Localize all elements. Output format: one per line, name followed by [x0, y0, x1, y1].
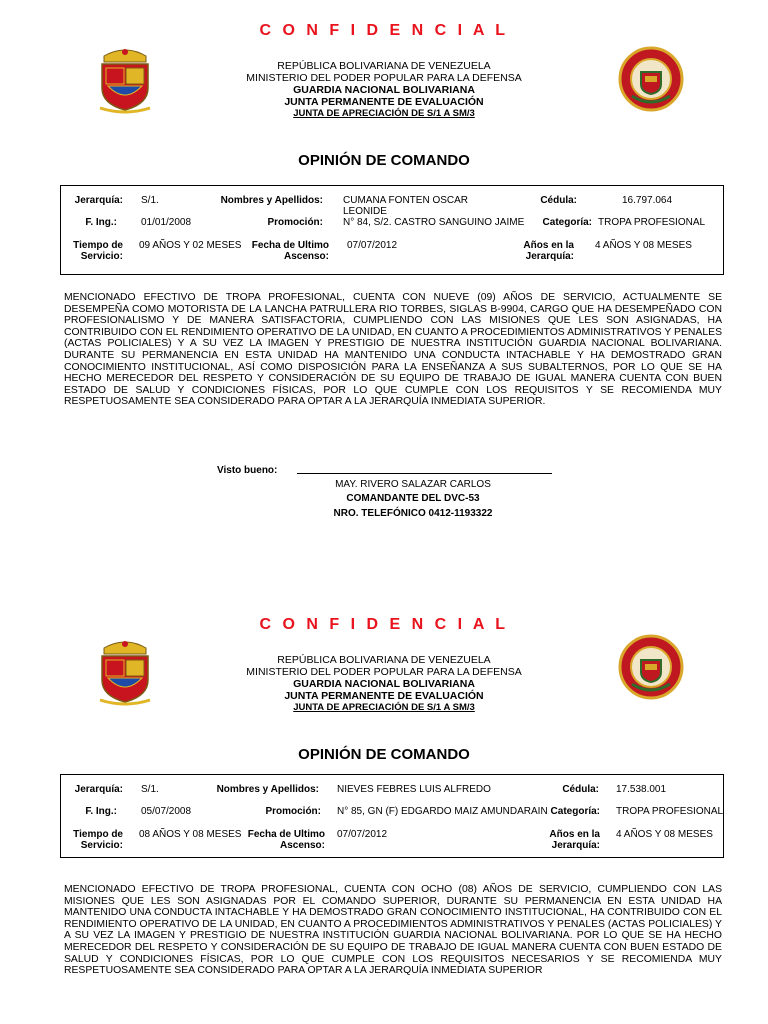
header-line-junta: JUNTA PERMANENTE DE EVALUACIÓN [284, 96, 484, 108]
header-line-apreciacion: JUNTA DE APRECIACIÓN DE S/1 A SM/3 [293, 108, 475, 119]
nombres-value: NIEVES FEBRES LUIS ALFREDO [337, 784, 491, 795]
f-ing-label: F. Ing.: [85, 806, 117, 817]
header-line-republic: REPÚBLICA BOLIVARIANA DE VENEZUELA [277, 60, 491, 72]
categoria-value: TROPA PROFESIONAL [598, 217, 706, 228]
opinion-paragraph: MENCIONADO EFECTIVO DE TROPA PROFESIONAL, CUENTA CON NUEVE (09) AÑOS DE SERVICIO, ACTUALMENTE SE DESEMPEÑA COMO MOTORISTA DE LA LANCHA PATRULLERA RIO TORBES, SIGLAS B-9904, CARGO QUE HA DESEMPEÑADO CON PROFESIONALISMO Y DE MANERA SATISFACTORIA, CUMPLIENDO CON LAS MISIONES QUE LES SON ASIGNADAS, HA CONTRIBUIDO CON EL RENDIMIENTO OPERATIVO DE LA UNIDAD, EN CUANTO A PROCEDIMIENTOS ADMINISTRATIVOS Y PENALES (ACTAS POLICIALES) Y A SU VEZ LA IMAGEN Y PRESTIGIO DE NUESTRA INSTITUCIÓN GUARDIA NACIONAL BOLIVARIANA. DURANTE SU PERMANENCIA EN ESTA UNIDAD HA MANTENIDO UNA CONDUCTA INTACHABLE Y HA DEMOSTRADO GRAN CONOCIMIENTO INSTITUCIONAL, ASÍ COMO DISPOSICIÓN PARA LA ENSEÑANZA A SUS SUBALTERNOS, POR LO QUE SE HA HECHO MERECEDOR DEL RESPETO Y CONSIDERACIÓN DE SU EQUIPO DE TRABAJO DE IGUAL MANERA CUENTA CON BUEN ESTADO DE SALUD Y CONDICIONES FÍSICAS, POR LO QUE CUMPLE CON LOS REQUISITOS Y SE RECOMIENDA MUY RESPETUOSAMENTE SEA CONSIDERADO PARA OPTAR A LA JERARQUÍA INMEDIATA SUPERIOR. [64, 292, 722, 408]
f-ing-value: 05/07/2008 [141, 806, 192, 817]
fecha-ascenso-value: 07/07/2012 [347, 240, 398, 251]
promocion-value: N° 84, S/2. CASTRO SANGUINO JAIME [343, 217, 525, 228]
header-line-apreciacion: JUNTA DE APRECIACIÓN DE S/1 A SM/3 [293, 702, 475, 713]
jerarquia-value: S/1. [141, 784, 159, 795]
promocion-value: N° 85, GN (F) EDGARDO MAIZ AMUNDARAIN [337, 806, 548, 817]
tiempo-label [61, 240, 123, 262]
anos-jerarquia-label [517, 240, 574, 262]
categoria-label: Categoría: [550, 806, 600, 817]
fecha-label-line2: Ascenso: [283, 251, 329, 262]
anos-label-line2: Jerarquía: [551, 840, 600, 851]
tiempo-label-line1: Tiempo de [73, 240, 123, 251]
tiempo-label-line1: Tiempo de [73, 829, 123, 840]
anos-label-line2: Jerarquía: [525, 251, 574, 262]
tiempo-value: 09 AÑOS Y 02 MESES [139, 240, 242, 251]
tiempo-value: 08 AÑOS Y 08 MESES [139, 829, 242, 840]
header-line-ministry: MINISTERIO DEL PODER POPULAR PARA LA DEFENSA [246, 72, 522, 84]
fecha-ascenso-label [237, 240, 329, 262]
document-title: OPINIÓN DE COMANDO [298, 746, 470, 763]
document-title: OPINIÓN DE COMANDO [298, 152, 470, 169]
header-line-guardia: GUARDIA NACIONAL BOLIVARIANA [293, 84, 475, 96]
tiempo-label [61, 829, 123, 851]
cedula-value: 17.538.001 [616, 784, 667, 795]
cedula-label: Cédula: [540, 195, 577, 206]
promocion-label: Promoción: [265, 806, 321, 817]
tiempo-label-line2: Servicio: [80, 251, 123, 262]
header-line-guardia: GUARDIA NACIONAL BOLIVARIANA [293, 678, 475, 690]
jerarquia-label: Jerarquía: [74, 195, 123, 206]
anos-jerarquia-label [539, 829, 600, 851]
tiempo-label-line2: Servicio: [80, 840, 123, 851]
fecha-label-line1: Fecha de Ultimo [247, 829, 325, 840]
header-line-junta: JUNTA PERMANENTE DE EVALUACIÓN [284, 690, 484, 702]
f-ing-value: 01/01/2008 [141, 217, 192, 228]
anos-jerarquia-value: 4 AÑOS Y 08 MESES [595, 240, 692, 251]
promocion-label: Promoción: [267, 217, 323, 228]
signature-line [297, 473, 552, 474]
visto-bueno-label: Visto bueno: [217, 465, 278, 476]
confidential-heading: C O N F I D E N C I A L [259, 22, 509, 39]
nombres-label: Nombres y Apellidos: [216, 784, 319, 795]
jerarquia-value: S/1. [141, 195, 159, 206]
cedula-value: 16.797.064 [622, 195, 673, 206]
header-line-ministry: MINISTERIO DEL PODER POPULAR PARA LA DEFENSA [246, 666, 522, 678]
institution-header [0, 60, 768, 120]
anos-label-line1: Años en la [549, 829, 600, 840]
personnel-info-box [60, 185, 724, 275]
signer-name: MAY. RIVERO SALAZAR CARLOS [335, 479, 491, 490]
cedula-label: Cédula: [562, 784, 599, 795]
header-line-republic: REPÚBLICA BOLIVARIANA DE VENEZUELA [277, 654, 491, 666]
signer-phone: NRO. TELEFÓNICO 0412-1193322 [333, 508, 493, 519]
opinion-paragraph: MENCIONADO EFECTIVO DE TROPA PROFESIONAL, CUENTA CON OCHO (08) AÑOS DE SERVICIO, CUMPLIENDO CON LAS MISIONES QUE LES SON ASIGNADAS POR EL COMANDO SUPERIOR, DURANTE SU PERMANENCIA EN ESTA UNIDAD HA MANTENIDO UNA CONDUCTA INTACHABLE Y HA DEMOSTRADO GRAN CONOCIMIENTO INSTITUCIONAL, HA CONTRIBUIDO CON EL RENDIMIENTO OPERATIVO DE LA UNIDAD, EN CUANTO A PROCEDIMIENTOS ADMINISTRATIVOS Y PENALES (ACTAS POLICIALES) Y A SU VEZ LA IMAGEN Y PRESTIGIO DE NUESTRA INSTITUCIÓN GUARDIA NACIONAL BOLIVARIANA. POR LO QUE SE HA HECHO MERECEDOR DEL RESPETO Y CONSIDERACIÓN DE SU EQUIPO DE TRABAJO DE IGUAL MANERA CUENTA CON BUEN ESTADO DE SALUD Y CONDICIONES FÍSICAS, POR LO QUE CUMPLE CON LOS REQUISITOS NECESARIOS Y SE RECOMIENDA MUY RESPETUOSAMENTE SEA CONSIDERADO PARA OPTAR A LA JERARQUÍA INMEDIATA SUPERIOR [64, 884, 722, 977]
anos-label-line1: Años en la [523, 240, 574, 251]
f-ing-label: F. Ing.: [85, 217, 117, 228]
signer-role: COMANDANTE DEL DVC-53 [346, 493, 480, 504]
institution-header [0, 654, 768, 714]
personnel-info-box [60, 774, 724, 858]
fecha-label-line1: Fecha de Ultimo [251, 240, 329, 251]
categoria-label: Categoría: [542, 217, 592, 228]
nombres-label: Nombres y Apellidos: [220, 195, 323, 206]
nombres-value: CUMANA FONTEN OSCAR [343, 195, 469, 206]
fecha-ascenso-value: 07/07/2012 [337, 829, 388, 840]
confidential-heading: C O N F I D E N C I A L [259, 616, 509, 633]
anos-jerarquia-value: 4 AÑOS Y 08 MESES [616, 829, 713, 840]
opinion-record-2 [0, 594, 768, 1024]
jerarquia-label: Jerarquía: [74, 784, 123, 795]
fecha-label-line2: Ascenso: [279, 840, 325, 851]
categoria-value: TROPA PROFESIONAL [616, 806, 724, 817]
nombres-value-line2: LEONIDE [343, 206, 387, 217]
fecha-ascenso-label [233, 829, 325, 851]
